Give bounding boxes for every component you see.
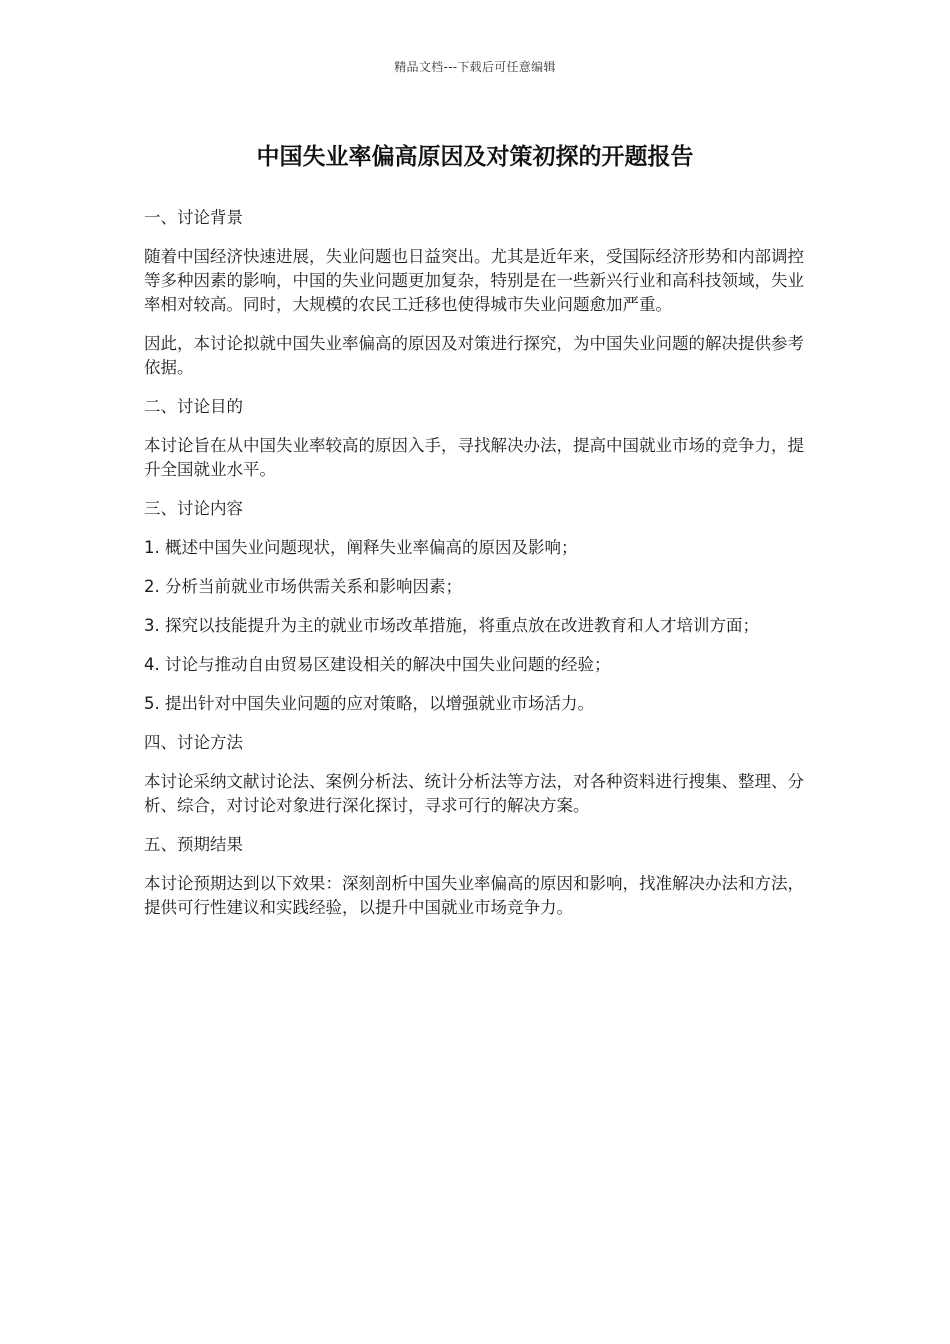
paragraph: 随着中国经济快速进展，失业问题也日益突出。尤其是近年来，受国际经济形势和内部调控等多种因素的影响，中国的失业问题更加复杂，特别是在一些新兴行业和高科技领域，失业率相对较高。同时，大规模的农民工迁移也使得城市失业问题愈加严重。 [144,247,804,314]
list-item: 3. 探究以技能提升为主的就业市场改革措施，将重点放在改进教育和人才培训方面； [144,616,759,635]
header-note: 精品文档---下载后可任意编辑 [394,60,556,74]
document-body [144,206,806,935]
section-heading-expected: 五、预期结果 [144,835,243,854]
document-title: 中国失业率偏高原因及对策初探的开题报告 [256,144,694,170]
list-item: 5. 提出针对中国失业问题的应对策略，以增强就业市场活力。 [144,694,594,713]
section-heading-background: 一、讨论背景 [144,208,243,227]
list-item: 1. 概述中国失业问题现状，阐释失业率偏高的原因及影响； [144,538,578,557]
paragraph: 因此，本讨论拟就中国失业率偏高的原因及对策进行探究，为中国失业问题的解决提供参考依据。 [144,334,804,377]
section-heading-purpose: 二、讨论目的 [144,397,243,416]
section-heading-method: 四、讨论方法 [144,733,243,752]
list-item: 4. 讨论与推动自由贸易区建设相关的解决中国失业问题的经验； [144,655,611,674]
section-heading-content: 三、讨论内容 [144,499,243,518]
paragraph: 本讨论预期达到以下效果：深刻剖析中国失业率偏高的原因和影响，找准解决办法和方法，提供可行性建议和实践经验，以提升中国就业市场竞争力。 [144,874,804,917]
list-item: 2. 分析当前就业市场供需关系和影响因素； [144,577,462,596]
paragraph: 本讨论采纳文献讨论法、案例分析法、统计分析法等方法，对各种资料进行搜集、整理、分析、综合，对讨论对象进行深化探讨，寻求可行的解决方案。 [144,772,804,815]
paragraph: 本讨论旨在从中国失业率较高的原因入手，寻找解决办法，提高中国就业市场的竞争力，提升全国就业水平。 [144,436,804,479]
